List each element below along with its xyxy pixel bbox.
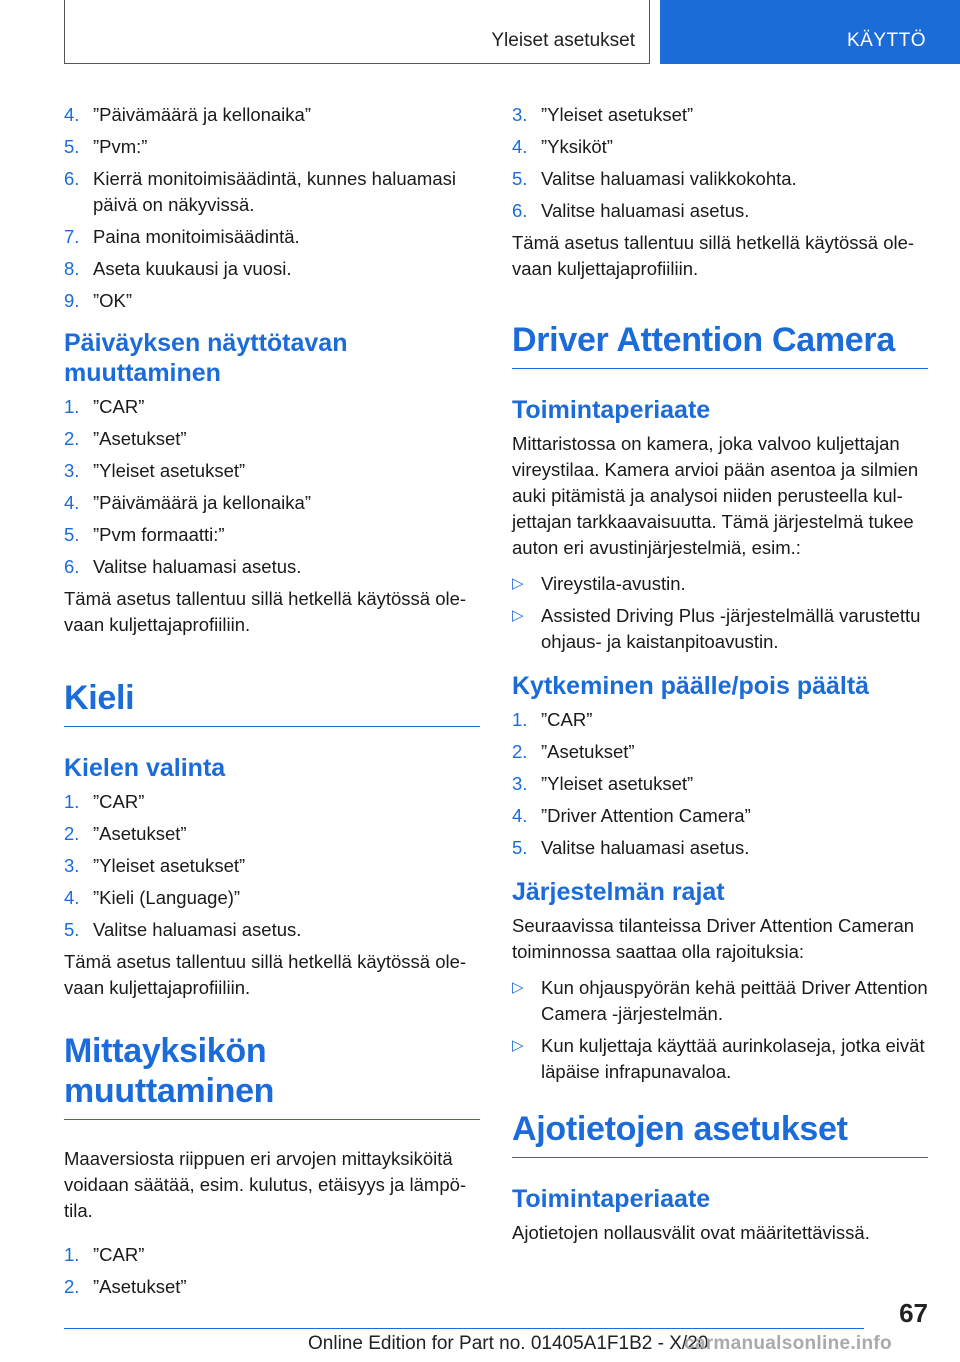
step-number: 6. <box>64 556 80 577</box>
heading-principle: Toimintaperiaate <box>512 1185 711 1213</box>
list-item <box>64 490 480 516</box>
list-item <box>512 707 928 733</box>
list-item <box>512 835 928 861</box>
paragraph: Tämä asetus tallentuu sillä hetkellä käytössä olevaan kuljettajaprofiiliin. <box>512 232 915 279</box>
step-number: 1. <box>64 791 80 812</box>
list-item <box>64 1242 480 1268</box>
list-item <box>64 853 480 879</box>
step-number: 9. <box>64 290 80 311</box>
heading-on-off: Kytkeminen päälle/pois päältä <box>512 672 870 700</box>
step-number: 4. <box>512 136 528 157</box>
paragraph: Maaversiosta riippuen eri arvojen mittayksiköitä voidaan säätää, esim. kulutus, etäisyys ja lämpötila. <box>64 1148 467 1221</box>
step-text: Valitse haluamasi asetus. <box>93 556 302 577</box>
step-text: ”CAR” <box>541 709 593 730</box>
step-number: 4. <box>64 104 80 125</box>
step-text: ”Päivämäärä ja kellonaika” <box>93 104 311 125</box>
header-chapter-title: KÄYTTÖ <box>846 30 926 51</box>
list-item <box>512 134 928 160</box>
paragraph: Tämä asetus tallentuu sillä hetkellä käytössä olevaan kuljettajaprofiiliin. <box>64 951 467 998</box>
step-number: 2. <box>64 428 80 449</box>
bullet-text: Kun kuljettaja käyttää aurinkolaseja, jotka eivät läpäise infrapunavaloa. <box>541 1035 925 1082</box>
step-list <box>512 707 928 861</box>
step-number: 2. <box>512 741 528 762</box>
step-text: ”Asetukset” <box>541 741 635 762</box>
step-text: Valitse haluamasi asetus. <box>541 200 750 221</box>
list-item <box>512 1033 928 1085</box>
paragraph: Ajotietojen nollausvälit ovat määritettävissä. <box>512 1222 870 1243</box>
paragraph: Mittaristossa on kamera, joka valvoo kuljettajan vireystilaa. Kamera arvioi pään asentoa ja silmien auki pitämistä ja analysoi niiden perusteella kuljettajan tarkkaavaisuutta. Tämä järjestelmä tukee auton eri avustinjärjestelmiä, esim.: <box>512 433 919 558</box>
section-heading-kieli: Kieli <box>64 678 480 727</box>
heading-date-format: Päiväyksen näyttötavan muuttaminen <box>64 329 348 387</box>
step-text: ”Yleiset asetukset” <box>93 855 246 876</box>
footer-divider <box>64 1328 864 1329</box>
list-item <box>64 821 480 847</box>
step-number: 5. <box>64 919 80 940</box>
step-number: 4. <box>64 492 80 513</box>
list-item <box>512 739 928 765</box>
heading-limits: Järjestelmän rajat <box>512 878 725 906</box>
step-text: Paina monitoimisäädintä. <box>93 226 300 247</box>
step-number: 7. <box>64 226 80 247</box>
step-text: ”OK” <box>93 290 133 311</box>
list-item <box>64 166 480 218</box>
list-item <box>64 102 480 128</box>
paragraph: Tämä asetus tallentuu sillä hetkellä käytössä olevaan kuljettajaprofiiliin. <box>64 588 467 635</box>
list-item <box>512 571 928 597</box>
step-number: 5. <box>512 837 528 858</box>
step-text: Kierrä monitoimisäädintä, kunnes haluamasi päivä on näkyvissä. <box>93 168 456 215</box>
list-item <box>64 288 480 314</box>
list-item <box>64 458 480 484</box>
step-text: ”Kieli (Language)” <box>93 887 241 908</box>
step-text: ”Asetukset” <box>93 823 187 844</box>
step-text: Valitse haluamasi asetus. <box>93 919 302 940</box>
list-item <box>64 917 480 943</box>
step-number: 3. <box>512 104 528 125</box>
bullet-text: Assisted Driving Plus -järjestelmällä varustettu ohjaus- ja kaistanpitoavustin. <box>541 605 921 652</box>
step-text: ”CAR” <box>93 396 145 417</box>
step-list <box>512 102 928 224</box>
step-text: ”Yksiköt” <box>541 136 613 157</box>
step-list <box>64 102 480 314</box>
step-number: 6. <box>512 200 528 221</box>
step-number: 2. <box>64 823 80 844</box>
step-text: ”Yleiset asetukset” <box>93 460 246 481</box>
step-list <box>64 789 480 943</box>
bullet-text: Vireystila-avustin. <box>541 573 686 594</box>
list-item <box>512 975 928 1027</box>
step-text: Valitse haluamasi valikkokohta. <box>541 168 797 189</box>
step-number: 1. <box>64 1244 80 1265</box>
list-item <box>64 554 480 580</box>
list-item <box>64 789 480 815</box>
triangle-right-icon: ▷ <box>512 575 524 592</box>
header-section-title: Yleiset asetukset <box>491 30 635 51</box>
step-number: 5. <box>64 136 80 157</box>
step-number: 3. <box>64 855 80 876</box>
bullet-text: Kun ohjauspyörän kehä peittää Driver Attention Camera -järjestelmän. <box>541 977 928 1024</box>
heading-principle: Toimintaperiaate <box>512 396 711 424</box>
step-number: 4. <box>64 887 80 908</box>
step-number: 5. <box>64 524 80 545</box>
list-item <box>512 102 928 128</box>
step-number: 3. <box>64 460 80 481</box>
step-number: 4. <box>512 805 528 826</box>
list-item <box>64 426 480 452</box>
list-item <box>64 134 480 160</box>
list-item <box>64 394 480 420</box>
step-text: ”Päivämäärä ja kellonaika” <box>93 492 311 513</box>
heading-language-select: Kielen valinta <box>64 754 226 782</box>
list-item <box>512 803 928 829</box>
watermark: carmanualsonline.info <box>684 1333 892 1354</box>
step-text: ”Driver Attention Camera” <box>541 805 751 826</box>
left-column <box>64 102 480 1306</box>
step-number: 3. <box>512 773 528 794</box>
step-text: Valitse haluamasi asetus. <box>541 837 750 858</box>
triangle-right-icon: ▷ <box>512 979 524 996</box>
list-item <box>64 256 480 282</box>
section-heading-dac: Driver Attention Camera <box>512 320 928 369</box>
step-number: 1. <box>512 709 528 730</box>
list-item <box>512 771 928 797</box>
list-item <box>512 198 928 224</box>
step-number: 8. <box>64 258 80 279</box>
header-chapter-tab <box>660 0 960 64</box>
step-text: ”Pvm formaatti:” <box>93 524 225 545</box>
list-item <box>512 166 928 192</box>
footer-edition: Online Edition for Part no. 01405A1F1B2 - X/20 <box>308 1333 709 1354</box>
step-text: ”Yleiset asetukset” <box>541 773 694 794</box>
triangle-right-icon: ▷ <box>512 607 524 624</box>
step-number: 6. <box>64 168 80 189</box>
list-item <box>64 522 480 548</box>
list-item <box>64 885 480 911</box>
step-text: ”Yleiset asetukset” <box>541 104 694 125</box>
page-number: 67 <box>899 1298 928 1328</box>
step-text: ”CAR” <box>93 1244 145 1265</box>
step-text: ”Asetukset” <box>93 1276 187 1297</box>
bullet-list <box>512 571 928 655</box>
step-text: Aseta kuukausi ja vuosi. <box>93 258 292 279</box>
step-number: 5. <box>512 168 528 189</box>
triangle-right-icon: ▷ <box>512 1037 524 1054</box>
step-list <box>64 394 480 580</box>
step-number: 1. <box>64 396 80 417</box>
right-column <box>512 102 928 1252</box>
step-number: 2. <box>64 1276 80 1297</box>
paragraph: Seuraavissa tilanteissa Driver Attention Cameran toiminnossa saattaa olla rajoituksia: <box>512 915 915 962</box>
section-heading-trip: Ajotietojen asetukset <box>512 1109 928 1158</box>
step-text: ”Pvm:” <box>93 136 148 157</box>
list-item <box>512 603 928 655</box>
step-list <box>64 1242 480 1300</box>
header-section-box <box>64 0 650 64</box>
list-item <box>64 1274 480 1300</box>
bullet-list <box>512 975 928 1085</box>
list-item <box>64 224 480 250</box>
step-text: ”Asetukset” <box>93 428 187 449</box>
step-text: ”CAR” <box>93 791 145 812</box>
section-heading-units: Mittayksikön muuttaminen <box>64 1031 480 1120</box>
